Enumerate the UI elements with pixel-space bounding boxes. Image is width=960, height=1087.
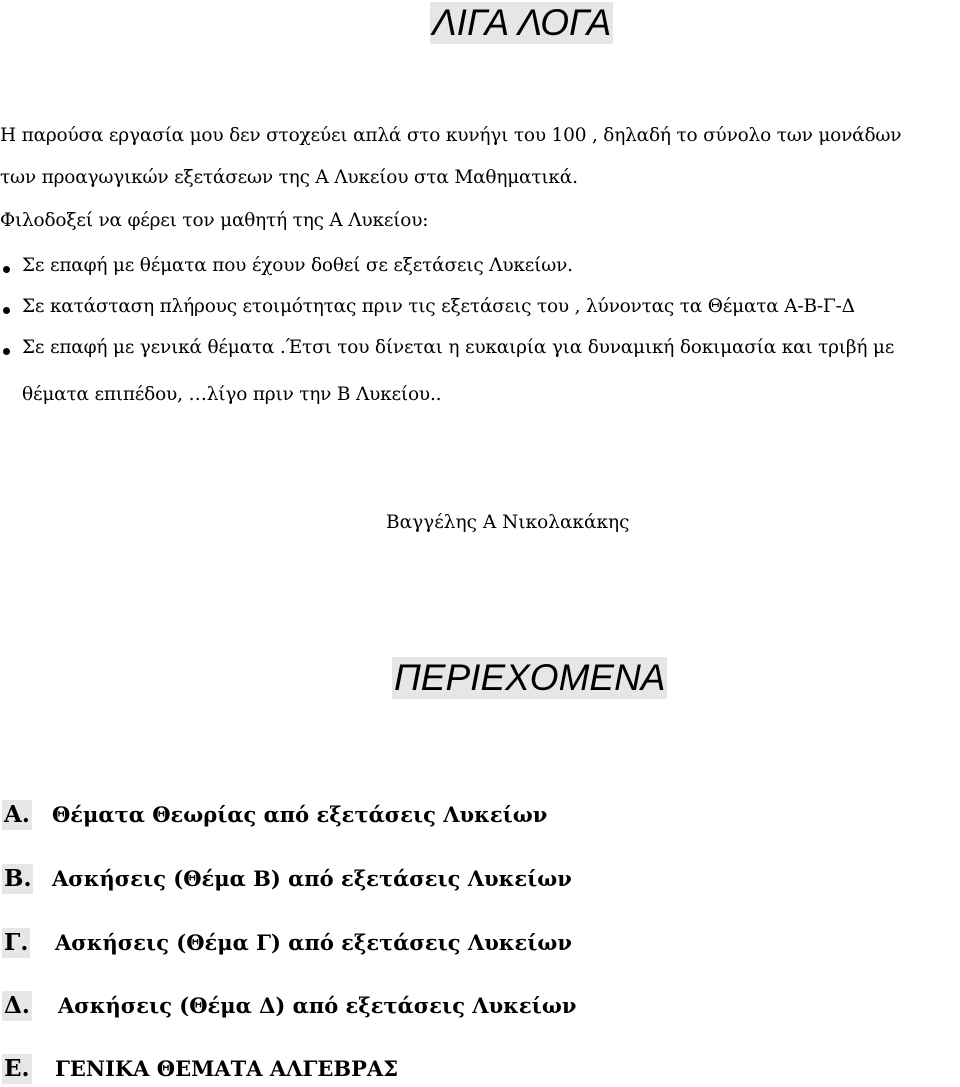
toc-letter-e: Ε. <box>4 1055 30 1082</box>
toc-letter-c: Γ. <box>4 929 29 956</box>
toc-letter-a: Α. <box>4 801 30 828</box>
bullet-item-3-continuation: θέματα επιπέδου, …λίγο πριν την Β Λυκείου.. <box>22 384 442 405</box>
bullet-item-2: Σε κατάσταση πλήρους ετοιμότητας πριν τις εξετάσεις του , λύνοντας τα Θέματα Α-Β-Γ-Δ <box>22 296 855 317</box>
toc-item-d[interactable]: Ασκήσεις (Θέμα Δ) από εξετάσεις Λυκείων <box>58 993 577 1018</box>
bullet-item-1: Σε επαφή με θέματα που έχουν δοθεί σε εξετάσεις Λυκείων. <box>22 255 573 276</box>
toc-letter-b: Β. <box>4 865 32 892</box>
bullet-icon <box>3 307 10 314</box>
page-title: ΛΙΓΑ ΛΟΓΑ <box>432 2 612 43</box>
intro-line-1: Η παρούσα εργασία μου δεν στοχεύει απλά στο κυνήγι του 100 , δηλαδή το σύνολο των μονάδων <box>0 125 902 146</box>
intro-line-2: των προαγωγικών εξετάσεων της Α Λυκείου στα Μαθηματικά. <box>0 167 578 188</box>
toc-item-e[interactable]: ΓΕΝΙΚΑ ΘΕΜΑΤΑ ΑΛΓΕΒΡΑΣ <box>55 1056 399 1081</box>
toc-letter-d: Δ. <box>4 992 30 1019</box>
contents-title: ΠΕΡΙΕΧΟΜΕΝΑ <box>394 657 666 698</box>
author-name: Βαγγέλης Α Νικολακάκης <box>386 512 630 533</box>
bullet-icon <box>3 348 10 355</box>
bullet-item-3: Σε επαφή με γενικά θέματα .Έτσι του δίνεται η ευκαιρία για δυναμική δοκιμασία και τριβή με <box>22 337 895 358</box>
toc-item-b[interactable]: Ασκήσεις (Θέμα Β) από εξετάσεις Λυκείων <box>52 866 572 891</box>
toc-item-a[interactable]: Θέματα Θεωρίας από εξετάσεις Λυκείων <box>52 802 548 827</box>
bullet-icon <box>3 266 10 273</box>
toc-item-c[interactable]: Ασκήσεις (Θέμα Γ) από εξετάσεις Λυκείων <box>55 930 573 955</box>
intro-line-3: Φιλοδοξεί να φέρει τον μαθητή της Α Λυκείου: <box>0 210 429 231</box>
